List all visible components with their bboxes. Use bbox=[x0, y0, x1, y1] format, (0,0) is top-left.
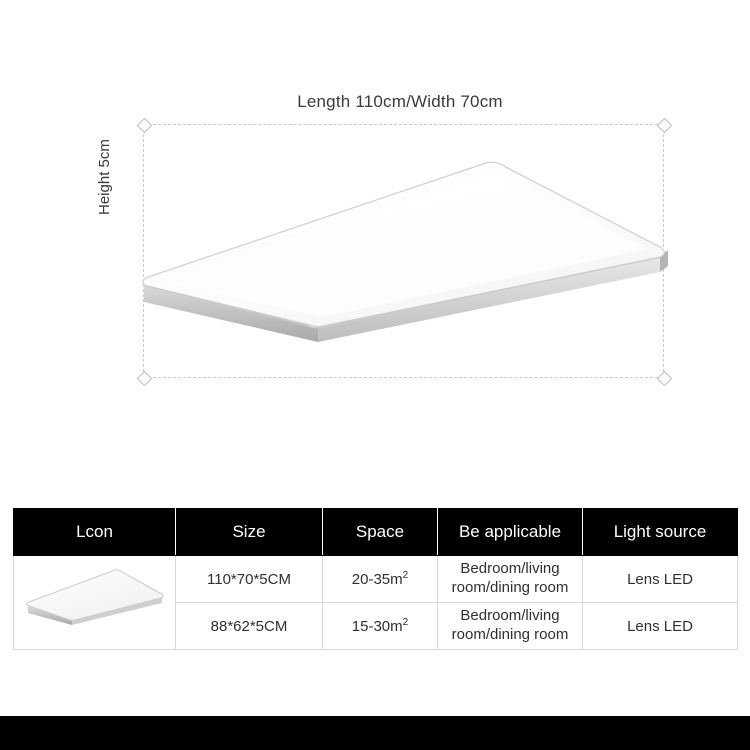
cell-applicable bbox=[438, 556, 583, 603]
tick-top-right bbox=[657, 118, 673, 134]
cell-space bbox=[323, 603, 438, 650]
applicable-line-1: Bedroom/living bbox=[460, 560, 560, 578]
guide-line-top bbox=[143, 124, 663, 125]
length-width-label: Length 110cm/Width 70cm bbox=[297, 92, 503, 111]
cell-applicable bbox=[438, 603, 583, 650]
cell-size: 110*70*5CM bbox=[176, 556, 323, 603]
header-applicable: Be applicable bbox=[438, 509, 583, 556]
height-label: Height 5cm bbox=[96, 139, 113, 215]
header-icon: Lcon bbox=[14, 509, 176, 556]
specification-table-wrapper bbox=[13, 508, 737, 650]
space-unit: m bbox=[390, 571, 403, 588]
space-sup: 2 bbox=[402, 617, 409, 628]
applicable-line-2: room/dining room bbox=[451, 579, 569, 596]
ceiling-lamp-illustration bbox=[130, 150, 690, 380]
specification-table bbox=[13, 508, 738, 650]
cell-space bbox=[323, 556, 438, 603]
cell-light-source: Lens LED bbox=[583, 556, 738, 603]
header-size: Size bbox=[176, 509, 323, 556]
space-value: 15-30 bbox=[351, 618, 391, 635]
cell-light-source: Lens LED bbox=[583, 603, 738, 650]
bottom-black-strip bbox=[0, 716, 750, 750]
applicable-line-2: room/dining room bbox=[451, 626, 569, 643]
header-space: Space bbox=[323, 509, 438, 556]
cell-product-thumbnail bbox=[14, 556, 176, 650]
applicable-line-1: Bedroom/living bbox=[460, 607, 560, 625]
header-light-source: Light source bbox=[583, 509, 738, 556]
space-unit: m bbox=[390, 618, 403, 635]
space-sup: 2 bbox=[402, 570, 409, 581]
cell-size: 88*62*5CM bbox=[176, 603, 323, 650]
ceiling-lamp-thumbnail-icon bbox=[20, 563, 170, 643]
table-row bbox=[14, 556, 738, 603]
tick-top-left bbox=[137, 118, 153, 134]
space-value: 20-35 bbox=[351, 571, 391, 588]
table-header-row bbox=[14, 509, 738, 556]
